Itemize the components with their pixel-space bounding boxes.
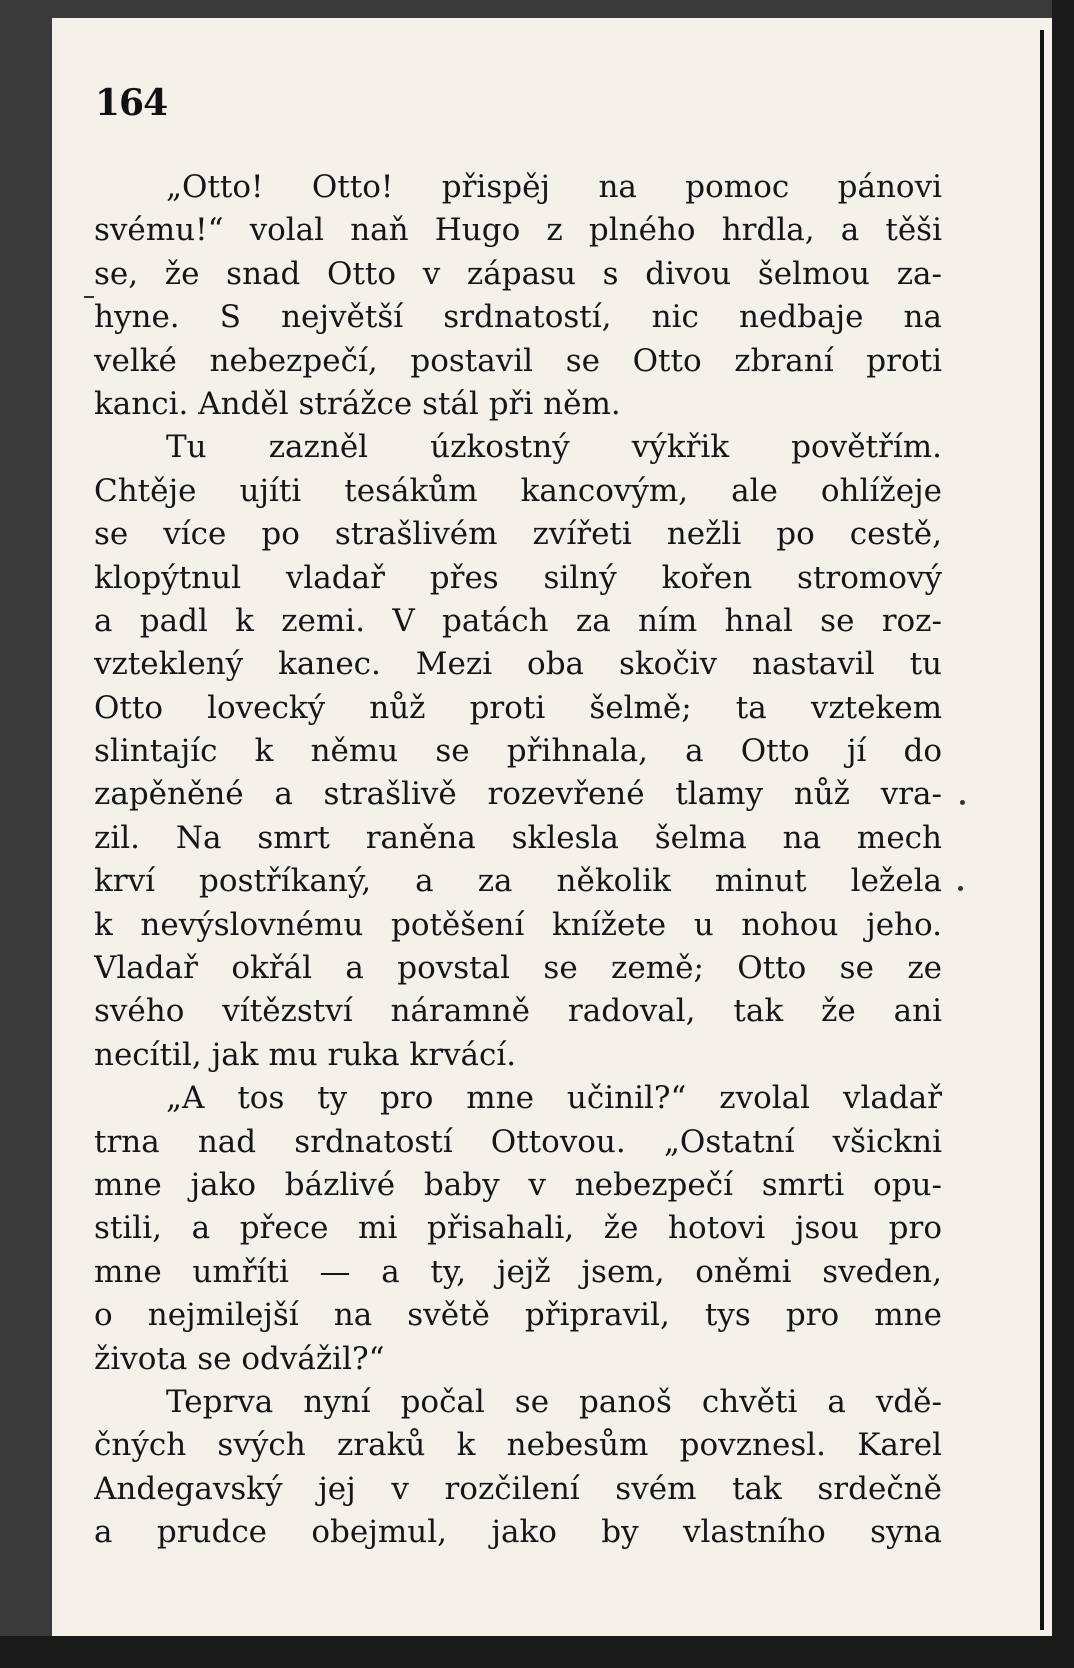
- text-line: krví postříkaný, a za několik minut ležela: [94, 863, 942, 900]
- text-line: mne umříti — a ty, jejž jsem, oněmi sveden,: [94, 1253, 942, 1290]
- text-line: zil. Na smrt raněna sklesla šelma na mech: [94, 819, 942, 856]
- text-line: hyne. S největší srdnatostí, nic nedbaje na: [94, 299, 942, 336]
- text-line: svému!“ volal naň Hugo z plného hrdla, a těši: [94, 212, 942, 249]
- text-line: stili, a přece mi přisahali, že hotovi jsou pro: [94, 1210, 942, 1247]
- text-line: se, že snad Otto v zápasu s divou šelmou za-: [94, 255, 942, 292]
- text-line: klopýtnul vladař přes silný kořen stromový: [94, 559, 942, 596]
- text-line: kanci. Anděl strážce stál při něm.: [94, 385, 621, 422]
- text-line: Otto lovecký nůž proti šelmě; ta vztekem: [94, 689, 942, 726]
- text-line: vzteklený kanec. Mezi oba skočiv nastavil tu: [94, 646, 942, 683]
- text-line: Tu zazněl úzkostný výkřik povětřím.: [166, 429, 942, 466]
- text-line: Chtěje ujíti tesákům kancovým, ale ohlížeje: [94, 472, 942, 509]
- text-line: o nejmilejší na světě připravil, tys pro mne: [94, 1297, 942, 1334]
- scan-speck: [958, 886, 963, 891]
- scan-speck: [84, 296, 94, 298]
- text-line: trna nad srdnatostí Ottovou. „Ostatní všickni: [94, 1123, 942, 1160]
- text-line: Teprva nyní počal se panoš chvěti a vdě-: [166, 1383, 942, 1420]
- text-line: velké nebezpečí, postavil se Otto zbraní proti: [94, 342, 942, 379]
- text-line: „Otto! Otto! přispěj na pomoc pánovi: [166, 169, 942, 205]
- text-line: svého vítězství náramně radoval, tak že ani: [94, 993, 942, 1030]
- body-text: [94, 166, 942, 1555]
- text-line: života se odvážil?“: [94, 1340, 385, 1377]
- text-line: Andegavský jej v rozčilení svém tak srdečně: [94, 1470, 942, 1507]
- text-line: zapěněné a strašlivě rozevřené tlamy nůž vra-: [94, 776, 942, 813]
- scan-speck: [960, 800, 965, 805]
- text-line: čných svých zraků k nebesům povznesl. Karel: [94, 1427, 942, 1464]
- page-number: 164: [95, 82, 168, 124]
- text-line: slintajíc k němu se přihnala, a Otto jí do: [94, 733, 942, 770]
- scan-edge-bottom: [0, 1636, 1074, 1668]
- scan-edge-right: [1052, 0, 1074, 1668]
- text-line: a padl k zemi. V patách za ním hnal se roz-: [94, 602, 942, 639]
- text-line: Vladař okřál a povstal se země; Otto se ze: [94, 950, 942, 987]
- text-line: se více po strašlivém zvířeti nežli po cestě,: [94, 516, 942, 553]
- text-line: mne jako bázlivé baby v nebezpečí smrti opu-: [94, 1166, 942, 1203]
- text-line: „A tos ty pro mne učinil?“ zvolal vladař: [166, 1080, 942, 1117]
- scan-edge-inner: [1040, 30, 1044, 1630]
- text-line: a prudce obejmul, jako by vlastního syna: [94, 1514, 942, 1551]
- text-line: k nevýslovnému potěšení knížete u nohou jeho.: [94, 906, 942, 943]
- text-line: necítil, jak mu ruka krvácí.: [94, 1036, 517, 1073]
